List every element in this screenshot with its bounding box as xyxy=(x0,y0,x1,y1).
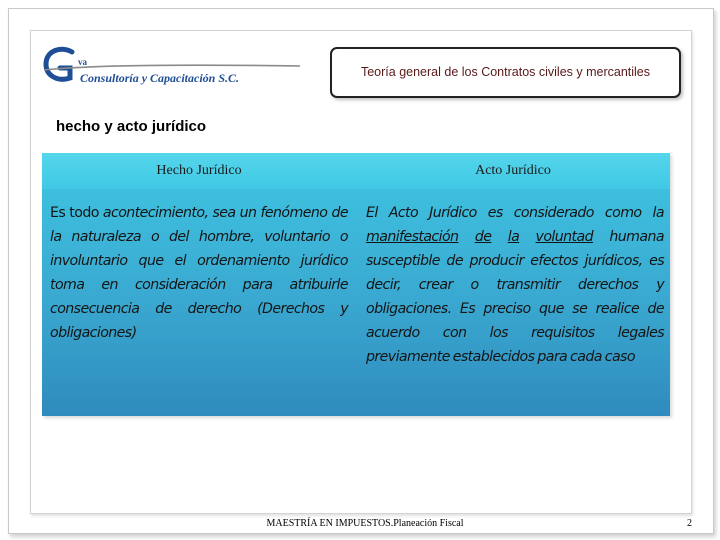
logo-company-name: Consultoría y Capacitación S.C. xyxy=(80,71,240,85)
cell-acto-text-7 xyxy=(519,229,535,245)
logo-initials: va xyxy=(78,57,87,67)
cell-acto-text-3 xyxy=(458,229,474,245)
section-heading: hecho y acto jurídico xyxy=(56,118,207,135)
table-header-row xyxy=(42,153,670,189)
cell-hecho-juridico xyxy=(50,201,348,345)
cell-acto-text-5 xyxy=(491,229,507,245)
cell-acto-text-1: El Acto Jurídico es considerado como la xyxy=(366,205,664,221)
cell-hecho-text-2: acontecimiento, sea un fenómeno de la naturaleza o del hombre, voluntario o involuntario que el ordenamiento jurídico toma en consideración para atribuirle consecuencia de derecho (Derechos y obligaciones) xyxy=(50,205,348,341)
column-header-hecho: Hecho Jurídico xyxy=(156,163,242,178)
column-header-acto: Acto Jurídico xyxy=(475,163,551,178)
cell-acto-text-4: de xyxy=(474,229,492,245)
page-number: 2 xyxy=(687,518,692,529)
cell-acto-text-6: la xyxy=(507,229,520,245)
cell-acto-text-8: voluntad xyxy=(535,229,594,245)
slide-title: Teoría general de los Contratos civiles y mercantiles xyxy=(360,65,651,79)
cell-acto-text-9: humana susceptible de producir efectos jurídicos, es decir, crear o transmitir derechos y obligaciones. Es preciso que se realice de acuerdo con los requisitos legales previamente establecidos para cada caso xyxy=(366,229,664,365)
comparison-table xyxy=(42,153,670,416)
company-logo xyxy=(42,44,308,90)
footer-text: MAESTRÍA EN IMPUESTOS.Planeación Fiscal xyxy=(266,518,464,529)
cell-hecho-text-1: Es todo xyxy=(50,205,103,221)
cell-acto-text-2: manifestación xyxy=(366,229,459,245)
cell-acto-juridico xyxy=(366,201,664,369)
title-box xyxy=(330,47,681,98)
